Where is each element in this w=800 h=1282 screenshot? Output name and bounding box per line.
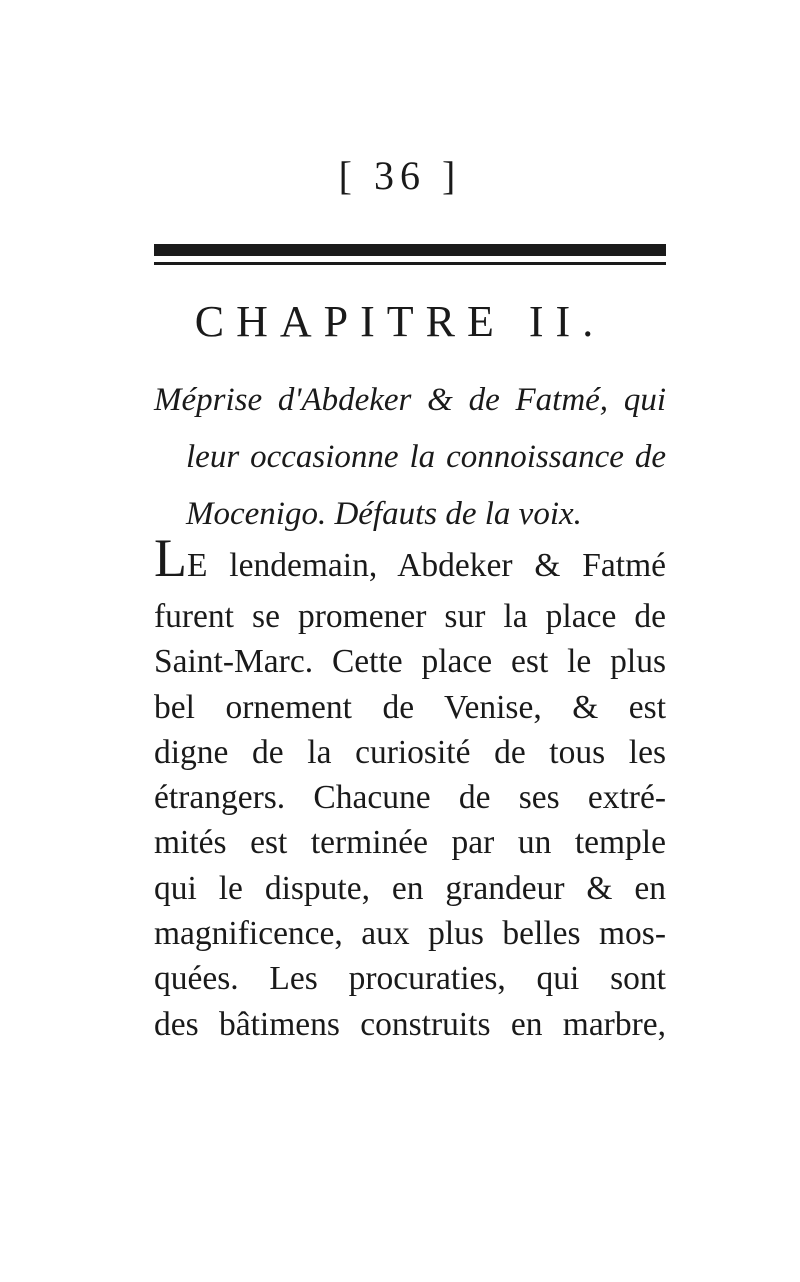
summary-line: Méprise d'Abdeker & de Fatmé, qui <box>154 382 666 418</box>
body-line-first <box>154 528 666 594</box>
body-line: digne de la curiosité de tous les <box>154 733 666 771</box>
body-line: étrangers. Chacune de ses extré- <box>154 779 666 817</box>
body-line: quées. Les procuraties, qui sont <box>154 960 666 998</box>
body-line: qui le dispute, en grandeur & en <box>154 869 666 907</box>
page-number: [ 36 ] <box>338 153 462 198</box>
body-line: furent se promener sur la place de <box>154 598 666 635</box>
body-line: mités est terminée par un temple <box>154 824 666 862</box>
summary-line: leur occasionne la connoissance de <box>186 439 666 475</box>
body-line: bel ornement de Venise, & est <box>154 688 666 726</box>
chapter-summary <box>154 372 666 543</box>
chapter-title: CHAPITRE II. <box>194 297 606 346</box>
header-rule-thin <box>154 262 666 265</box>
body-line: Saint-Marc. Cette place est le plus <box>154 643 666 681</box>
body-text <box>154 528 666 1047</box>
drop-cap: L <box>154 528 187 588</box>
body-line: magnificence, aux plus belles mos- <box>154 915 666 953</box>
body-line: des bâtimens construits en marbre, <box>154 1005 666 1043</box>
header-rule-thick <box>154 244 666 256</box>
summary-line: Mocenigo. Défauts de la voix. <box>186 496 582 532</box>
first-line-text: E lendemain, Abdeker & Fatmé <box>187 547 666 584</box>
